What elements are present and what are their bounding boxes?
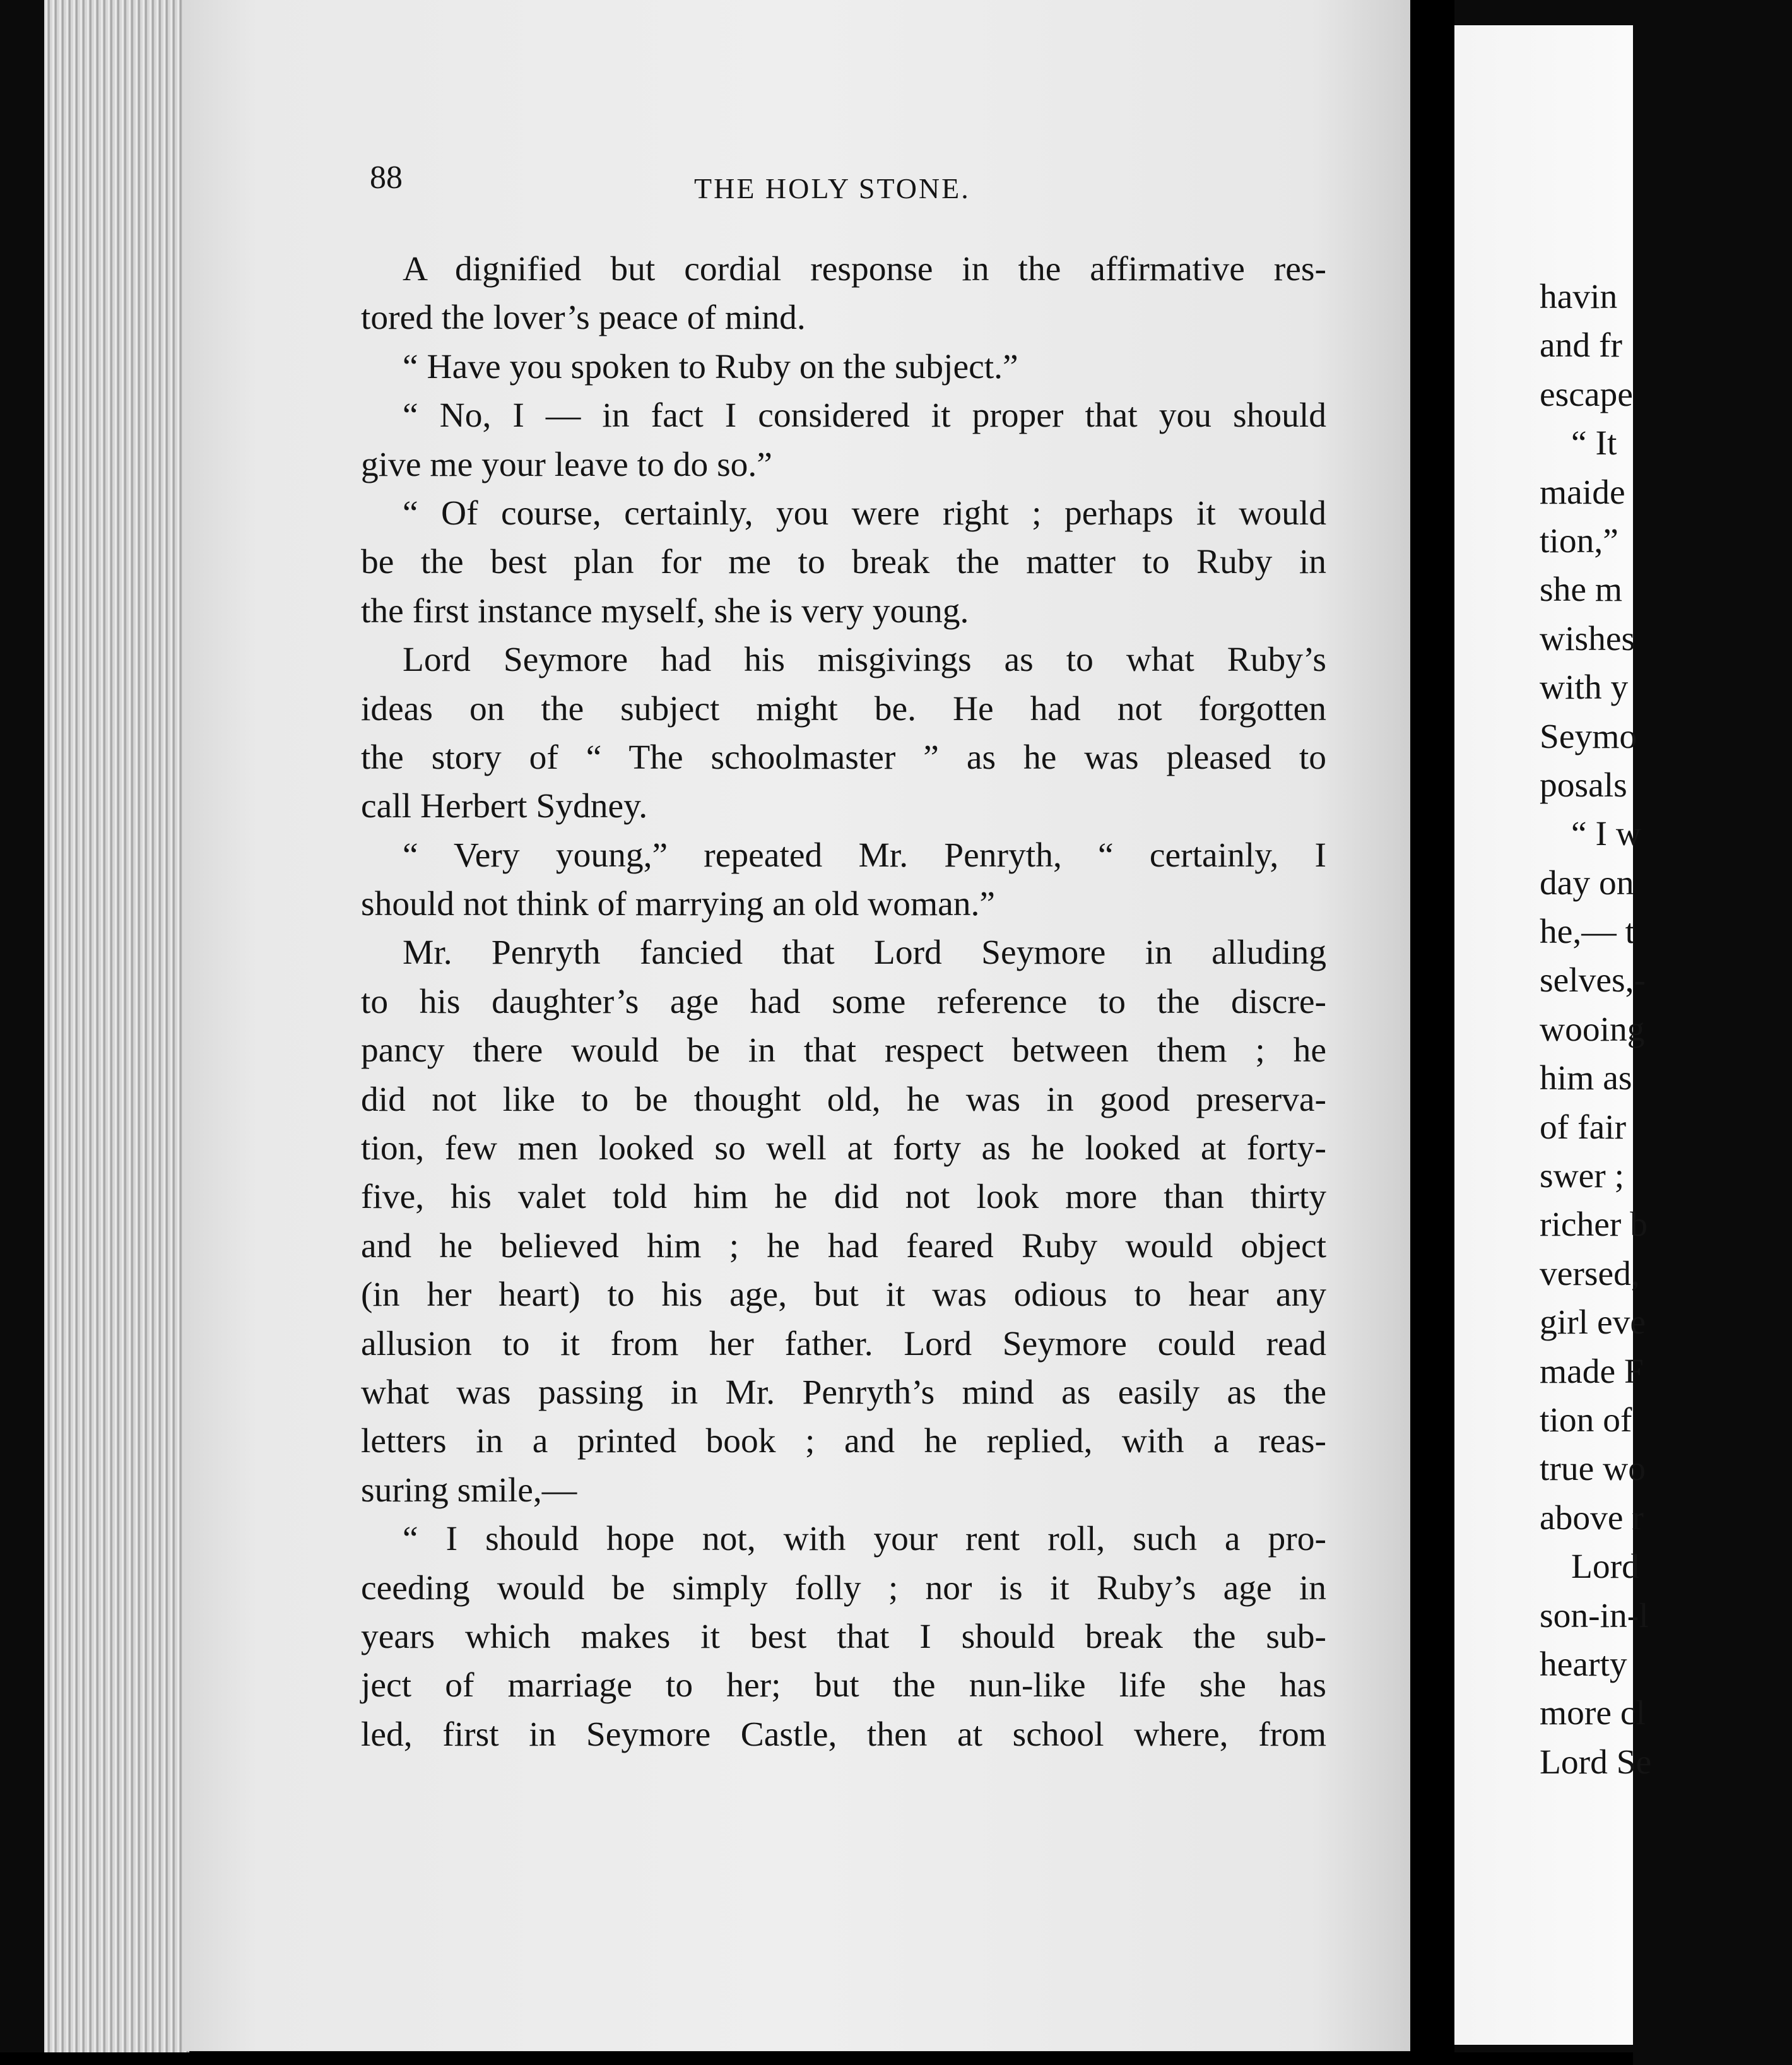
book-gutter xyxy=(1410,0,1454,2065)
text-line: Lord Seymore had his misgivings as to what Ruby’s xyxy=(403,641,1326,680)
text-line: Mr. Penryth fancied that Lord Seymore in alluding xyxy=(403,933,1326,973)
right-text-line: hearty xyxy=(1540,1645,1627,1684)
right-text-line: tion,” xyxy=(1540,521,1618,560)
text-line: the story of “ The schoolmaster ” as he was pleased to xyxy=(361,738,1326,777)
text-line: allusion to it from her father. Lord Seymore could read xyxy=(361,1324,1326,1363)
text-line: be the best plan for me to break the matter to Ruby in xyxy=(361,543,1326,582)
right-page-text xyxy=(1540,273,1792,1787)
right-page xyxy=(1454,25,1652,2045)
text-line: ideas on the subject might be. He had not forgotten xyxy=(361,689,1326,728)
right-text-line: versed, xyxy=(1540,1254,1640,1293)
right-text-line: posals xyxy=(1540,766,1627,805)
text-line: and he believed him ; he had feared Ruby would object xyxy=(361,1226,1326,1265)
text-line: letters in a printed book ; and he replied, with a reas- xyxy=(361,1422,1326,1461)
text-line: “ Very young,” repeated Mr. Penryth, “ certainly, I xyxy=(403,836,1326,875)
text-line: “ Have you spoken to Ruby on the subject.” xyxy=(403,347,1018,386)
text-line: years which makes it best that I should break the sub- xyxy=(361,1617,1326,1656)
right-text-line: swer ; xyxy=(1540,1157,1625,1196)
running-head: THE HOLY STONE. xyxy=(694,172,970,204)
right-text-line: and fr xyxy=(1540,326,1622,365)
right-text-line: Lord Se xyxy=(1540,1743,1652,1782)
right-text-line: wishes xyxy=(1540,619,1636,658)
text-line: “ I should hope not, with your rent roll, such a pro- xyxy=(403,1520,1326,1559)
right-text-line: above r xyxy=(1540,1498,1644,1537)
body-text xyxy=(361,245,1326,1759)
right-text-line: more cl xyxy=(1540,1694,1646,1733)
right-text-line: havin xyxy=(1540,278,1618,316)
text-line: ject of marriage to her; but the nun-like life she has xyxy=(361,1666,1326,1705)
text-line: give me your leave to do so.” xyxy=(361,445,772,484)
text-line: pancy there would be in that respect between them ; he xyxy=(361,1031,1326,1070)
right-text-line: she m xyxy=(1540,571,1623,610)
text-line: ceeding would be simply folly ; nor is it Ruby’s age in xyxy=(361,1568,1326,1607)
right-text-line: girl eve xyxy=(1540,1303,1646,1342)
text-line: did not like to be thought old, he was in good preserva- xyxy=(361,1080,1326,1119)
text-line: “ No, I — in fact I considered it proper that you should xyxy=(403,396,1326,435)
text-line: tored the lover’s peace of mind. xyxy=(361,299,806,338)
right-text-line: day on xyxy=(1540,863,1634,902)
page-number: 88 xyxy=(370,160,403,196)
right-text-line: tion of xyxy=(1540,1400,1632,1440)
right-text-line: richer b xyxy=(1540,1205,1648,1245)
text-line: five, his valet told him he did not look more than thirty xyxy=(361,1178,1326,1217)
right-text-line: Lord xyxy=(1571,1547,1639,1587)
text-line: call Herbert Sydney. xyxy=(361,787,648,826)
right-text-line: him as xyxy=(1540,1059,1632,1098)
right-text-line: “ It xyxy=(1571,424,1617,463)
page-edges xyxy=(44,0,189,2052)
right-text-line: true wo xyxy=(1540,1450,1646,1489)
text-line: should not think of marrying an old woman.” xyxy=(361,885,996,924)
right-text-line: Seymo xyxy=(1540,717,1637,756)
right-text-line: with y xyxy=(1540,668,1629,707)
right-text-line: of fair xyxy=(1540,1108,1627,1147)
right-text-line: escape xyxy=(1540,375,1633,414)
right-text-line: selves,- xyxy=(1540,961,1646,1000)
right-text-line: maide xyxy=(1540,473,1625,512)
text-line: what was passing in Mr. Penryth’s mind as easily as the xyxy=(361,1373,1326,1412)
text-line: the first instance myself, she is very young. xyxy=(361,591,969,630)
right-text-line: son-in-l xyxy=(1540,1596,1649,1635)
scan-border xyxy=(0,2052,1633,2065)
right-text-line: he,— t xyxy=(1540,913,1636,952)
right-text-line: “ I w xyxy=(1571,815,1641,854)
text-line: suring smile,— xyxy=(361,1470,577,1510)
right-text-line: made F xyxy=(1540,1352,1644,1391)
right-text-line: wooing xyxy=(1540,1010,1645,1049)
text-line: A dignified but cordial response in the affirmative res- xyxy=(403,250,1326,288)
text-line: tion, few men looked so well at forty as he looked at forty- xyxy=(361,1129,1326,1168)
text-line: led, first in Seymore Castle, then at school where, from xyxy=(361,1715,1326,1754)
text-line: to his daughter’s age had some reference to the discre- xyxy=(361,982,1326,1021)
text-line: (in her heart) to his age, but it was odious to hear any xyxy=(361,1275,1326,1315)
text-line: “ Of course, certainly, you were right ; perhaps it would xyxy=(403,494,1326,533)
